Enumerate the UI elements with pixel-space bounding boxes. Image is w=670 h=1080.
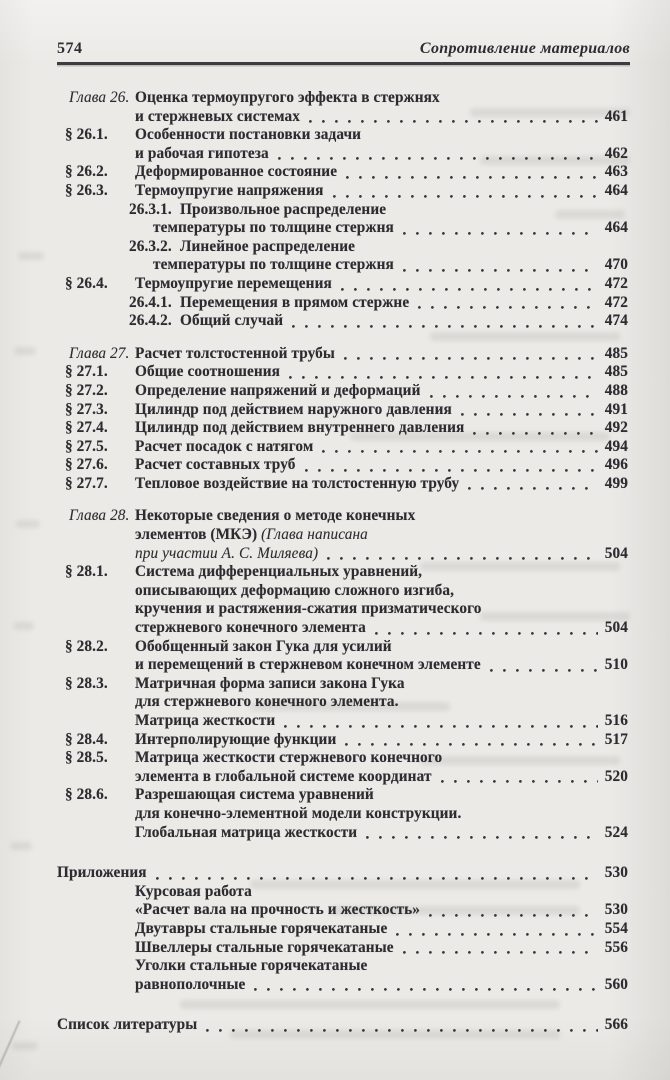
page-ref: 485 bbox=[604, 344, 628, 362]
dot-leader bbox=[322, 450, 597, 453]
dot-leader bbox=[327, 557, 598, 560]
entry-text-segment: Швеллеры стальные горячекатаные bbox=[135, 938, 394, 956]
entry-label: § 28.2. bbox=[65, 637, 108, 655]
toc-entry bbox=[57, 563, 628, 637]
entry-label: § 27.4. bbox=[65, 419, 108, 437]
dot-leader bbox=[403, 232, 598, 235]
entry-text-segment: Разрешающая система уравнений bbox=[135, 786, 374, 804]
entry-text-segment: для конечно-элементной модели конструкции. bbox=[135, 804, 462, 822]
entry-label: § 27.5. bbox=[65, 437, 108, 455]
entry-text-segment: элемента в глобальной системе координат bbox=[135, 767, 432, 785]
toc-entry bbox=[57, 382, 628, 401]
entry-label: § 28.1. bbox=[65, 563, 108, 581]
toc-line bbox=[57, 345, 628, 364]
page-ref: 560 bbox=[604, 975, 628, 993]
dot-leader bbox=[468, 487, 598, 490]
toc-line bbox=[57, 901, 628, 920]
entry-label: § 27.2. bbox=[65, 381, 108, 399]
toc-line bbox=[57, 363, 628, 382]
toc-entry bbox=[57, 675, 628, 731]
entry-label: § 28.6. bbox=[65, 786, 108, 804]
entry-text-segment: Линейное распределение bbox=[180, 237, 356, 255]
page-ref: 464 bbox=[604, 219, 628, 237]
entry-label: Глава 28. bbox=[69, 507, 130, 525]
toc-line bbox=[57, 456, 628, 475]
dot-leader bbox=[341, 288, 598, 291]
entry-text-segment: Цилиндр под действием внутреннего давления bbox=[135, 419, 465, 437]
page-ref: 472 bbox=[604, 274, 628, 292]
entry-text-segment: Матрица жесткости bbox=[135, 712, 276, 729]
toc-line bbox=[57, 89, 628, 108]
toc-entry bbox=[57, 507, 628, 563]
dot-leader bbox=[396, 933, 597, 936]
entry-text-segment: Уголки стальные горячекатаные bbox=[135, 957, 368, 975]
page-ref: 491 bbox=[604, 400, 628, 418]
page-number: 574 bbox=[57, 40, 83, 57]
entry-text bbox=[135, 582, 454, 601]
toc-line bbox=[57, 675, 628, 694]
entry-label: § 28.5. bbox=[65, 749, 108, 767]
entry-label: § 28.3. bbox=[65, 674, 108, 692]
entry-text bbox=[135, 275, 332, 294]
page-ref: 504 bbox=[604, 619, 628, 637]
dot-leader bbox=[254, 988, 597, 991]
entry-label: 26.3.1. bbox=[129, 200, 172, 218]
entry-text bbox=[135, 656, 481, 675]
dot-leader bbox=[156, 877, 598, 880]
entry-text bbox=[135, 145, 269, 164]
entry-text bbox=[57, 864, 147, 883]
page-ref: 492 bbox=[604, 419, 628, 437]
entry-text bbox=[180, 312, 283, 331]
toc-line bbox=[57, 749, 628, 768]
toc-entry bbox=[57, 438, 628, 457]
toc-line bbox=[57, 805, 628, 824]
toc-entry bbox=[57, 864, 628, 883]
entry-text bbox=[135, 89, 440, 108]
toc-line bbox=[57, 731, 628, 750]
page-ref: 462 bbox=[604, 144, 628, 162]
entry-text bbox=[135, 939, 394, 958]
bleed-through-artifact bbox=[10, 842, 32, 850]
entry-text-segment: Расчет посадок с натягом bbox=[135, 437, 314, 455]
page-ref: 524 bbox=[604, 823, 628, 841]
toc-line bbox=[57, 582, 628, 601]
page-ref: 554 bbox=[604, 919, 628, 937]
entry-text-segment: и стержневых системах bbox=[135, 107, 301, 125]
page-ref: 504 bbox=[604, 544, 628, 562]
toc-line bbox=[57, 201, 628, 220]
entry-text-segment: Некоторые сведения о методе конечных bbox=[135, 507, 416, 525]
dot-leader bbox=[418, 306, 598, 309]
toc-entry bbox=[57, 456, 628, 475]
toc-line bbox=[57, 312, 628, 331]
page-ref: 485 bbox=[604, 363, 628, 381]
toc-line bbox=[57, 939, 628, 958]
dot-leader bbox=[344, 357, 598, 360]
dot-leader bbox=[345, 743, 597, 746]
page-ref: 474 bbox=[604, 312, 628, 330]
running-head-rule bbox=[57, 62, 630, 65]
page-ref: 566 bbox=[604, 1016, 628, 1034]
toc-line bbox=[57, 256, 628, 275]
entry-text bbox=[135, 456, 296, 475]
entry-text-segment: равнополочные bbox=[135, 975, 246, 993]
toc-line bbox=[57, 238, 628, 257]
page-ref: 520 bbox=[604, 767, 628, 785]
dot-leader bbox=[490, 669, 598, 672]
toc-entry bbox=[57, 182, 628, 201]
toc-line bbox=[57, 768, 628, 787]
dot-leader bbox=[473, 432, 597, 435]
entry-text-segment: Перемещения в прямом стержне bbox=[180, 293, 410, 311]
entry-text bbox=[135, 108, 300, 127]
toc-line bbox=[57, 619, 628, 638]
dot-leader bbox=[429, 914, 598, 917]
entry-text-segment: кручения и растяжения-сжатия призматического bbox=[135, 600, 482, 618]
toc-entry bbox=[57, 638, 628, 675]
toc-entry bbox=[57, 312, 628, 331]
toc-entry bbox=[57, 920, 628, 939]
dot-leader bbox=[441, 780, 598, 783]
entry-label: § 27.7. bbox=[65, 474, 108, 492]
toc-line bbox=[57, 507, 628, 526]
toc-entry bbox=[57, 401, 628, 420]
page-ref: 464 bbox=[604, 181, 628, 199]
toc-line bbox=[57, 883, 628, 902]
entry-text-segment: температуры по толщине стержня bbox=[153, 219, 394, 237]
toc-line bbox=[57, 957, 628, 976]
entry-text bbox=[57, 1016, 197, 1035]
dot-leader bbox=[375, 632, 598, 635]
entry-text bbox=[135, 345, 335, 364]
entry-text-segment: и рабочая гипотеза bbox=[135, 144, 269, 162]
toc-line bbox=[57, 864, 628, 883]
entry-text bbox=[135, 675, 405, 694]
entry-text bbox=[180, 238, 355, 257]
entry-label: 26.4.1. bbox=[129, 293, 172, 311]
entry-text-segment: при участии А. С. Миляева) bbox=[135, 544, 319, 562]
entry-text-segment: Общий случай bbox=[180, 312, 284, 330]
toc-entry bbox=[57, 363, 628, 382]
page-ref: 556 bbox=[604, 938, 628, 956]
toc-entry bbox=[57, 89, 628, 126]
entry-text bbox=[135, 883, 252, 902]
entry-text-segment: Матричная форма записи закона Гука bbox=[135, 674, 405, 692]
toc-line bbox=[57, 419, 628, 438]
toc-entry bbox=[57, 201, 628, 238]
entry-label: § 27.6. bbox=[65, 456, 108, 474]
page-ref: 463 bbox=[604, 163, 628, 181]
page-ref: 494 bbox=[604, 437, 628, 455]
entry-text bbox=[135, 401, 452, 420]
entry-label: § 26.2. bbox=[65, 163, 108, 181]
entry-text bbox=[135, 182, 324, 201]
toc-line bbox=[57, 145, 628, 164]
toc-line bbox=[57, 920, 628, 939]
toc-line bbox=[57, 545, 628, 564]
entry-text-segment: элементов (МКЭ) bbox=[135, 526, 262, 544]
entry-label: Глава 27. bbox=[69, 344, 130, 362]
toc-entry bbox=[57, 345, 628, 364]
entry-text bbox=[135, 526, 368, 545]
dot-leader bbox=[309, 120, 598, 123]
entry-text bbox=[135, 901, 420, 920]
toc-line bbox=[57, 163, 628, 182]
toc-line bbox=[57, 976, 628, 995]
entry-text bbox=[180, 294, 409, 313]
toc-entry bbox=[57, 957, 628, 994]
entry-text bbox=[135, 438, 313, 457]
toc-line bbox=[57, 712, 628, 731]
entry-text bbox=[135, 805, 461, 824]
entry-text bbox=[135, 507, 415, 526]
dot-leader bbox=[292, 325, 598, 328]
dot-leader bbox=[206, 1029, 597, 1032]
toc-entry bbox=[57, 294, 628, 313]
toc-entry bbox=[57, 749, 628, 786]
entry-label: § 27.1. bbox=[65, 363, 108, 381]
toc-line bbox=[57, 638, 628, 657]
entry-text-segment: Приложения bbox=[57, 864, 147, 882]
page-ref: 470 bbox=[604, 256, 628, 274]
entry-label: 26.4.2. bbox=[129, 312, 172, 330]
page-ref: 472 bbox=[604, 293, 628, 311]
bleed-through-artifact bbox=[18, 252, 44, 260]
entry-text bbox=[135, 976, 245, 995]
dot-leader bbox=[346, 176, 598, 179]
entry-text bbox=[153, 219, 394, 238]
entry-text-segment: Список литературы bbox=[57, 1016, 198, 1034]
toc-entry bbox=[57, 275, 628, 294]
entry-text-segment: «Расчет вала на прочность и жесткость» bbox=[135, 901, 421, 919]
dot-leader bbox=[461, 413, 598, 416]
bleed-through-artifact bbox=[16, 520, 40, 528]
entry-text bbox=[135, 419, 464, 438]
toc-line bbox=[57, 563, 628, 582]
entry-text-segment: Расчет толстостенной трубы bbox=[135, 344, 335, 362]
toc bbox=[57, 89, 628, 1035]
entry-text bbox=[135, 712, 275, 731]
entry-label: § 26.4. bbox=[65, 274, 108, 292]
toc-line bbox=[57, 824, 628, 843]
page-ref: 517 bbox=[604, 730, 628, 748]
toc-entry bbox=[57, 163, 628, 182]
entry-text-segment: и перемещений в стержневом конечном элементе bbox=[135, 656, 481, 674]
entry-text-segment: Определение напряжений и деформаций bbox=[135, 381, 421, 399]
page-ref: 530 bbox=[604, 864, 628, 882]
toc-line bbox=[57, 600, 628, 619]
entry-text bbox=[135, 363, 280, 382]
entry-text bbox=[135, 768, 432, 787]
dot-leader bbox=[366, 836, 598, 839]
entry-text-segment: Произвольное распределение bbox=[180, 200, 387, 218]
toc-entry bbox=[57, 786, 628, 842]
entry-text bbox=[135, 920, 387, 939]
bleed-through-artifact bbox=[14, 622, 34, 630]
toc-line bbox=[57, 126, 628, 145]
entry-text-segment: Тепловое воздействие на толстостенную трубу bbox=[135, 474, 460, 492]
entry-text bbox=[135, 600, 482, 619]
page-ref: 488 bbox=[604, 381, 628, 399]
entry-text bbox=[153, 256, 394, 275]
toc-line bbox=[57, 294, 628, 313]
dot-leader bbox=[430, 395, 598, 398]
page-ref: 516 bbox=[604, 712, 628, 729]
dot-leader bbox=[403, 951, 598, 954]
toc-entry bbox=[57, 1016, 628, 1035]
entry-text-segment: для стержневого конечного элемента. bbox=[135, 693, 399, 711]
entry-text-segment: Интерполирующие функции bbox=[135, 730, 337, 748]
dot-leader bbox=[403, 269, 598, 272]
entry-text-segment: Термоупругие перемещения bbox=[135, 274, 332, 292]
toc-entry bbox=[57, 883, 628, 920]
dot-leader bbox=[305, 469, 598, 472]
entry-text-segment: Расчет составных труб bbox=[135, 456, 296, 474]
page-ref: 461 bbox=[604, 107, 628, 125]
toc-line bbox=[57, 382, 628, 401]
bleed-through-artifact bbox=[14, 347, 36, 355]
entry-text-segment: Глобальная матрица жесткости bbox=[135, 823, 358, 841]
entry-text-segment: Оценка термоупругого эффекта в стержнях bbox=[135, 89, 440, 106]
toc-line bbox=[57, 526, 628, 545]
toc-line bbox=[57, 275, 628, 294]
toc-line bbox=[57, 656, 628, 675]
entry-text bbox=[135, 957, 367, 976]
toc-line bbox=[57, 786, 628, 805]
entry-text bbox=[135, 545, 318, 564]
entry-text-segment: Общие соотношения bbox=[135, 363, 281, 381]
entry-text-segment: стержневого конечного элемента bbox=[135, 619, 366, 637]
entry-text bbox=[135, 638, 392, 657]
page-ref: 496 bbox=[604, 456, 628, 474]
entry-text bbox=[180, 201, 386, 220]
entry-text bbox=[135, 693, 399, 712]
toc-line bbox=[57, 438, 628, 457]
toc-line bbox=[57, 1016, 628, 1035]
toc-line bbox=[57, 475, 628, 494]
toc-line bbox=[57, 219, 628, 238]
entry-label: Глава 26. bbox=[69, 89, 130, 106]
dot-leader bbox=[333, 195, 598, 198]
entry-text bbox=[135, 749, 442, 768]
toc-entry bbox=[57, 238, 628, 275]
bleed-through-artifact bbox=[12, 1042, 38, 1050]
toc-entry bbox=[57, 419, 628, 438]
entry-text-segment: Термоупругие напряжения bbox=[135, 181, 324, 199]
entry-label: § 26.3. bbox=[65, 181, 108, 199]
entry-label: § 28.4. bbox=[65, 730, 108, 748]
entry-text-segment: Деформированное состояние bbox=[135, 163, 338, 181]
entry-text-segment: описывающих деформацию сложного изгиба, bbox=[135, 581, 455, 599]
page-ref: 510 bbox=[604, 656, 628, 674]
page-ref: 499 bbox=[604, 474, 628, 492]
toc-entry bbox=[57, 126, 628, 163]
entry-text bbox=[135, 563, 422, 582]
toc-entry bbox=[57, 731, 628, 750]
toc-line bbox=[57, 108, 628, 127]
entry-text-segment: Обобщенный закон Гука для усилий bbox=[135, 637, 392, 655]
entry-text bbox=[135, 824, 357, 843]
toc-line bbox=[57, 182, 628, 201]
entry-label: 26.3.2. bbox=[129, 237, 172, 255]
toc-line bbox=[57, 693, 628, 712]
entry-text bbox=[135, 731, 336, 750]
dot-leader bbox=[289, 376, 598, 379]
entry-text-segment: Двутавры стальные горячекатаные bbox=[135, 919, 388, 937]
running-head bbox=[57, 40, 630, 58]
entry-label: § 26.1. bbox=[65, 126, 108, 144]
entry-text bbox=[135, 475, 459, 494]
entry-text-segment: Матрица жесткости стержневого конечного bbox=[135, 749, 443, 767]
entry-text bbox=[135, 163, 337, 182]
entry-text bbox=[135, 619, 366, 638]
entry-text-segment: (Глава написана bbox=[261, 526, 368, 544]
dot-leader bbox=[278, 157, 598, 160]
entry-text-segment: Особенности постановки задачи bbox=[135, 126, 362, 144]
entry-text bbox=[135, 126, 361, 145]
entry-text bbox=[135, 786, 374, 805]
toc-entry bbox=[57, 939, 628, 958]
toc-entry bbox=[57, 475, 628, 494]
dot-leader bbox=[284, 725, 598, 728]
running-title: Сопротивление материалов bbox=[419, 40, 630, 57]
entry-text-segment: Курсовая работа bbox=[135, 882, 252, 900]
page-ref: 530 bbox=[604, 901, 628, 919]
toc-line bbox=[57, 401, 628, 420]
entry-label: § 27.3. bbox=[65, 400, 108, 418]
entry-text bbox=[135, 382, 421, 401]
entry-text-segment: Цилиндр под действием наружного давления bbox=[135, 400, 452, 418]
entry-text-segment: Система дифференциальных уравнений, bbox=[135, 563, 423, 581]
entry-text-segment: температуры по толщине стержня bbox=[153, 256, 394, 274]
